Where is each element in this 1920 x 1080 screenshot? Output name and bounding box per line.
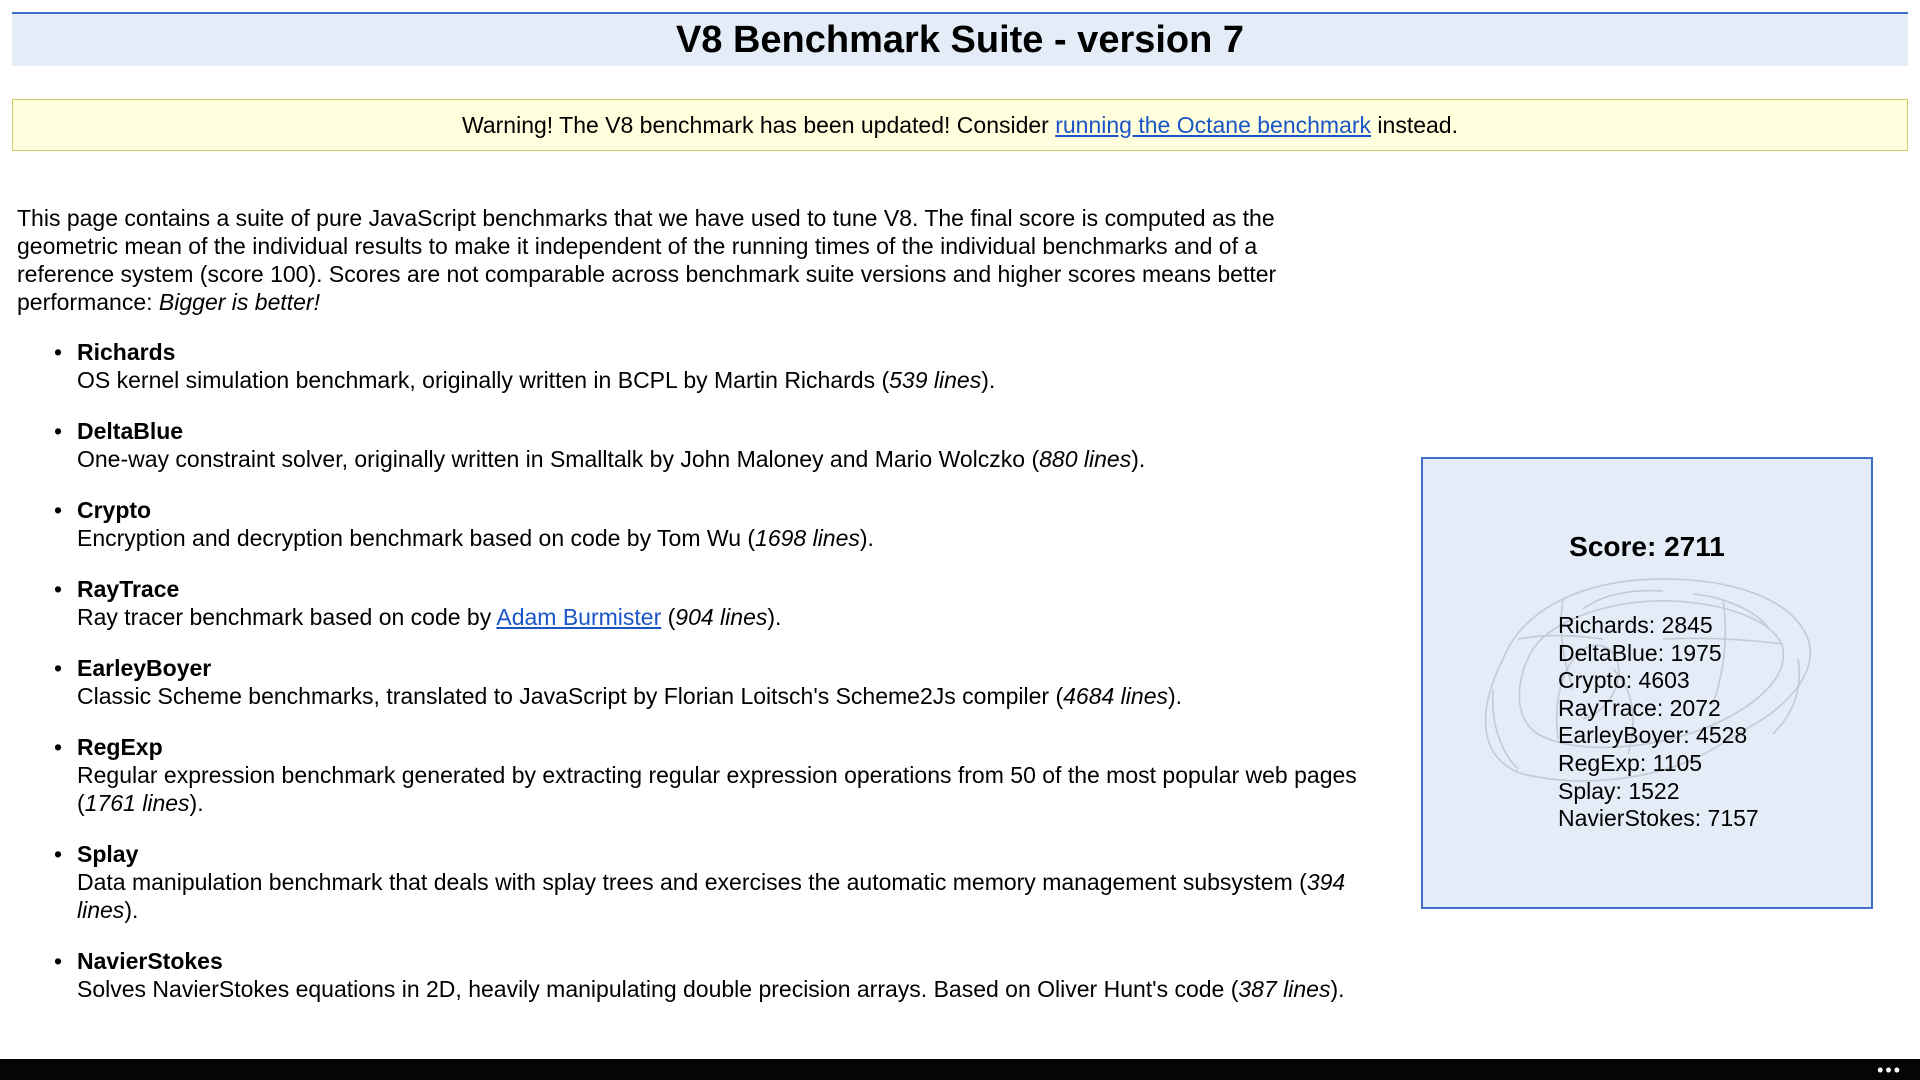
score-result: Splay: 1522 (1558, 777, 1680, 804)
score-result: DeltaBlue: 1975 (1558, 639, 1722, 666)
description-text: OS kernel simulation benchmark, originally written in BCPL by Martin Richards ( (77, 367, 890, 393)
bullet: • (54, 339, 63, 365)
description-end: ). (859, 525, 874, 551)
score-result: EarleyBoyer: 4528 (1558, 722, 1748, 749)
line-count: 880 lines (1039, 446, 1132, 472)
warning-text-prefix: Warning! The V8 benchmark has been updated! Consider (461, 111, 1056, 138)
score-panel (1421, 457, 1873, 909)
score-result: RegExp: 1105 (1558, 749, 1703, 776)
description-end: ). (981, 367, 996, 393)
line-count: 4684 lines (1063, 683, 1168, 709)
line-count: 1698 lines (755, 525, 860, 551)
benchmark-description (77, 682, 1360, 710)
benchmark-description (77, 445, 1360, 473)
line-count: 394 lines (77, 869, 1346, 923)
title-bar (12, 12, 1908, 66)
bullet: • (54, 497, 63, 523)
list-item (50, 840, 1360, 924)
description-end: ). (1167, 683, 1183, 709)
benchmark-name: Richards (77, 339, 176, 365)
intro-emphasis: Bigger is better! (158, 289, 320, 315)
score-results-list (1558, 612, 1759, 833)
score-result: NavierStokes: 7157 (1558, 805, 1759, 832)
description-middle: ( (661, 604, 676, 630)
intro-paragraph (17, 204, 1357, 316)
bottom-system-bar (0, 1059, 1920, 1080)
list-item (50, 733, 1360, 817)
line-count: 387 lines (1238, 976, 1331, 1002)
description-text: Regular expression benchmark generated by extracting regular expression operations from 50 of the most popular web pages ( (77, 762, 1357, 816)
list-item (50, 417, 1360, 473)
warning-banner (12, 99, 1908, 151)
description-text: Data manipulation benchmark that deals with splay trees and exercises the automatic memory management subsystem ( (77, 869, 1307, 895)
bullet: • (54, 418, 63, 444)
list-item (50, 654, 1360, 710)
description-text: Ray tracer benchmark based on code by (77, 604, 497, 630)
adam-burmister-link[interactable]: Adam Burmister (496, 604, 662, 630)
list-item (50, 575, 1360, 631)
benchmark-name: Splay (77, 841, 139, 867)
benchmark-description (77, 975, 1360, 1003)
page-title: V8 Benchmark Suite - version 7 (675, 18, 1245, 61)
description-end: ). (1131, 446, 1146, 472)
bullet: • (54, 948, 63, 974)
description-end: ). (124, 897, 139, 923)
benchmark-description (77, 761, 1360, 817)
intro-text: This page contains a suite of pure JavaScript benchmarks that we have used to tune V8. The final score is computed as the geometric mean of the individual results to make it independent of the running times of the individual benchmarks and of a reference system (score 100). Scores are not comparable across benchmark suite versions and higher scores means better performance: (17, 205, 1277, 315)
description-text: Encryption and decryption benchmark based on code by Tom Wu ( (77, 525, 756, 551)
benchmark-name: RayTrace (77, 576, 180, 602)
score-result: RayTrace: 2072 (1558, 694, 1721, 721)
bullet: • (54, 734, 63, 760)
benchmark-name: NavierStokes (77, 948, 223, 974)
description-end: ). (1330, 976, 1345, 1002)
description-text: Classic Scheme benchmarks, translated to JavaScript by Florian Loitsch's Scheme2Js compiler ( (77, 683, 1064, 709)
list-item (50, 496, 1360, 552)
list-item (50, 338, 1360, 394)
bullet: • (54, 841, 63, 867)
description-end: ). (767, 604, 782, 630)
more-options-icon[interactable]: ••• (1877, 1060, 1902, 1080)
benchmark-name: Crypto (77, 497, 152, 523)
octane-benchmark-link[interactable]: running the Octane benchmark (1055, 111, 1372, 138)
score-result: Crypto: 4603 (1558, 667, 1690, 694)
description-text: One-way constraint solver, originally written in Smalltalk by John Maloney and Mario Wolczko ( (77, 446, 1040, 472)
description-text: Solves NavierStokes equations in 2D, heavily manipulating double precision arrays. Based on Oliver Hunt's code ( (77, 976, 1239, 1002)
bullet: • (54, 576, 63, 602)
list-item (50, 947, 1360, 1003)
line-count: 1761 lines (84, 790, 190, 816)
benchmark-description (77, 366, 1360, 394)
score-total: Score: 2711 (1569, 531, 1725, 562)
benchmark-list (50, 338, 1360, 1026)
score-result: Richards: 2845 (1558, 612, 1713, 638)
benchmark-description (77, 524, 1360, 552)
warning-text-suffix: instead. (1371, 111, 1458, 138)
benchmark-name: RegExp (77, 734, 163, 760)
description-end: ). (189, 790, 204, 816)
benchmark-name: EarleyBoyer (77, 655, 212, 681)
benchmark-description (77, 603, 1360, 631)
benchmark-name: DeltaBlue (77, 418, 184, 444)
line-count: 539 lines (889, 367, 982, 393)
benchmark-description (77, 868, 1360, 924)
bullet: • (54, 655, 63, 681)
line-count: 904 lines (675, 604, 768, 630)
